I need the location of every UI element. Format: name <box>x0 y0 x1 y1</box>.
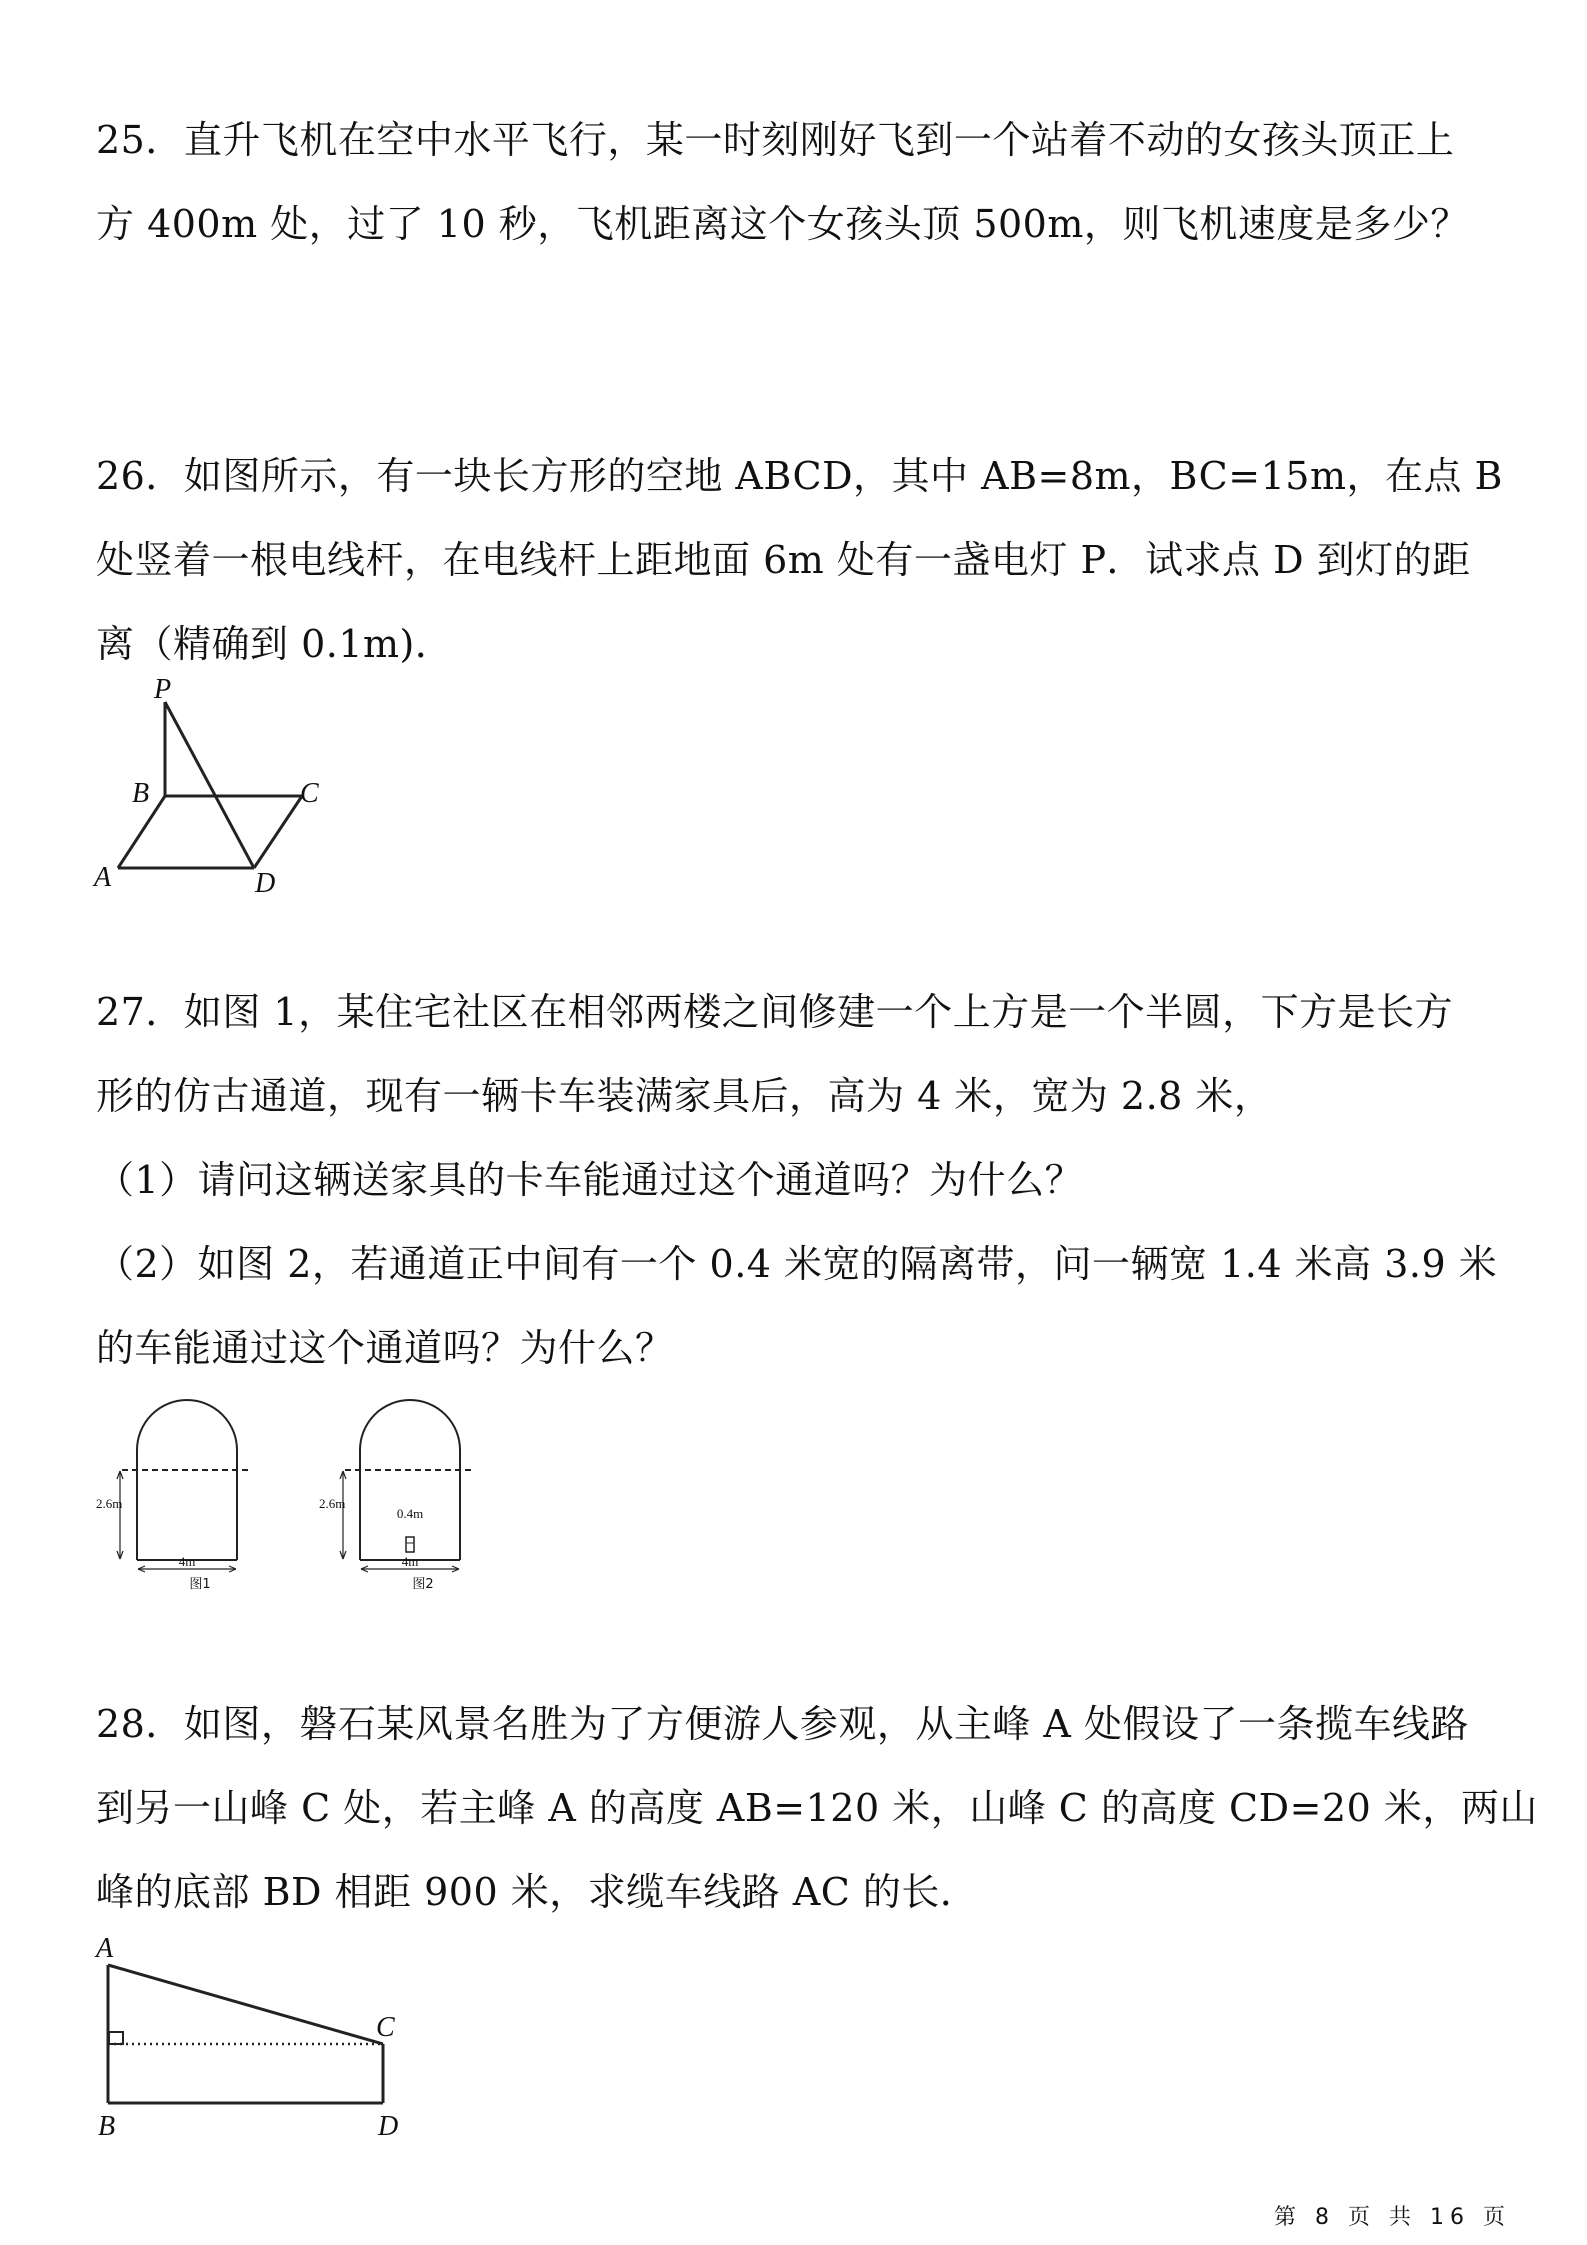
side-dc <box>254 796 302 868</box>
label-p: P <box>154 674 172 705</box>
question-27-line-1: 27．如图 1，某住宅社区在相邻两楼之间修建一个上方是一个半圆，下方是长方 <box>96 990 1454 1034</box>
label-d: D <box>378 2111 399 2142</box>
label-d: D <box>255 868 276 899</box>
label-b: B <box>132 778 150 809</box>
question-28 <box>96 1682 1538 1934</box>
question-25 <box>96 98 1496 266</box>
question-26 <box>96 434 1503 686</box>
question-25-line-2: 方 400m 处，过了 10 秒，飞机距离这个女孩头顶 500m，则飞机速度是多少？ <box>96 202 1469 246</box>
question-28-line-2: 到另一山峰 C 处，若主峰 A 的高度 AB=120 米，山峰 C 的高度 CD=20 米，两山 <box>96 1786 1538 1830</box>
divider-label: 0.4m <box>396 1506 424 1521</box>
question-28-figure <box>90 1935 420 2155</box>
figure-2-caption: 图2 <box>412 1577 434 1592</box>
question-26-line-3: 离（精确到 0.1m)． <box>96 622 454 666</box>
width-label: 4m <box>178 1554 196 1569</box>
width-label: 4m <box>401 1554 419 1569</box>
label-c: C <box>376 2012 395 2043</box>
figure-1-caption: 图1 <box>189 1577 211 1592</box>
divider-strip <box>406 1537 414 1552</box>
label-c: C <box>300 778 319 809</box>
question-27-line-3: （1）请问这辆送家具的卡车能通过这个通道吗？为什么？ <box>96 1158 1084 1202</box>
page-footer: 第 8 页 共 16 页 <box>1274 2205 1511 2230</box>
label-b: B <box>98 2111 116 2142</box>
right-angle-marker <box>109 2032 123 2044</box>
line-pd <box>165 702 254 868</box>
question-26-line-2: 处竖着一根电线杆，在电线杆上距地面 6m 处有一盏电灯 P．试求点 D 到灯的距 <box>96 538 1471 582</box>
question-27-figure-1 <box>92 1395 292 1605</box>
question-27-figure-2 <box>315 1395 515 1605</box>
cable-ac <box>108 1965 383 2044</box>
question-26-line-1: 26．如图所示，有一块长方形的空地 ABCD，其中 AB=8m，BC=15m，在点 B <box>96 454 1503 498</box>
arch-semicircle <box>360 1400 460 1470</box>
question-27-line-5: 的车能通过这个通道吗？为什么？ <box>96 1326 674 1370</box>
label-a: A <box>96 1935 114 1964</box>
question-27 <box>96 970 1496 1390</box>
height-label: 2.6m <box>96 1496 123 1511</box>
label-a: A <box>94 862 112 893</box>
question-28-line-1: 28．如图，磐石某风景名胜为了方便游人参观，从主峰 A 处假设了一条揽车线路 <box>96 1702 1469 1746</box>
question-25-line-1: 25．直升飞机在空中水平飞行，某一时刻刚好飞到一个站着不动的女孩头顶正上 <box>96 118 1455 162</box>
question-27-line-4: （2）如图 2，若通道正中间有一个 0.4 米宽的隔离带，问一辆宽 1.4 米高 3.9 米 <box>96 1242 1498 1286</box>
question-27-line-2: 形的仿古通道，现有一辆卡车装满家具后，高为 4 米，宽为 2.8 米， <box>96 1074 1273 1118</box>
question-26-figure <box>90 672 350 902</box>
arch-semicircle <box>137 1400 237 1470</box>
height-label: 2.6m <box>319 1496 346 1511</box>
question-28-line-3: 峰的底部 BD 相距 900 米，求缆车线路 AC 的长． <box>96 1870 979 1914</box>
